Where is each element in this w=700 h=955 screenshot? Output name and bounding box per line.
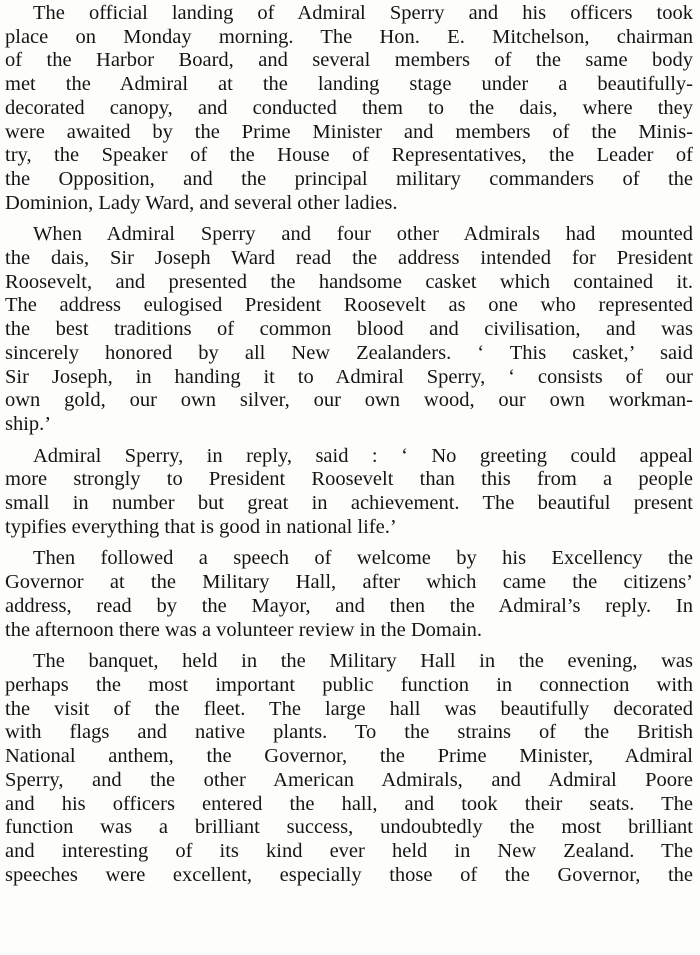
text-line: perhaps the most important public function in connection with [5,673,693,696]
paragraph-landing [5,2,693,215]
paragraph-address [5,223,693,436]
text-line: and his officers entered the hall, and took their seats. The [5,792,693,815]
text-line: small in number but great in achievement. The beautiful present [5,492,693,515]
text-line: and interesting of its kind ever held in New Zealand. The [5,839,693,862]
text-line: with flags and native plants. To the strains of the British [5,721,693,744]
text-line: try, the Speaker of the House of Representatives, the Leader of [5,144,693,167]
text-line: National anthem, the Governor, the Prime Minister, Admiral [5,745,693,768]
text-line: The official landing of Admiral Sperry and his officers took [33,2,693,24]
text-line: When Admiral Sperry and four other Admirals had mounted [33,223,693,246]
text-line: ship.’ [5,412,52,435]
text-line: Sir Joseph, in handing it to Admiral Sperry, ‘ consists of our [5,365,693,388]
text-line: Roosevelt, and presented the handsome casket which contained it. [5,270,693,293]
text-line: more strongly to President Roosevelt than this from a people [5,468,693,491]
paragraph-banquet [5,650,693,887]
text-line: of the Harbor Board, and several members of the same body [5,49,693,72]
text-line: the afternoon there was a volunteer review in the Domain. [5,618,483,641]
text-line: the visit of the fleet. The large hall was beautifully decorated [5,697,693,720]
text-line: speeches were excellent, especially those of the Governor, the [5,863,693,886]
text-line: The address eulogised President Roosevelt as one who represented [5,294,693,317]
article-body [5,2,693,895]
text-line: were awaited by the Prime Minister and members of the Minis- [5,120,693,143]
text-line: Sperry, and the other American Admirals, and Admiral Poore [5,768,693,791]
text-line: Admiral Sperry, in reply, said : ‘ No greeting could appeal [33,444,693,467]
text-line: place on Monday morning. The Hon. E. Mitchelson, chairman [5,25,693,48]
text-line: sincerely honored by all New Zealanders. ‘ This casket,’ said [5,341,693,364]
text-line: own gold, our own silver, our own wood, our own workman- [5,389,693,412]
text-line: The banquet, held in the Military Hall in the evening, was [33,650,693,673]
text-line: decorated canopy, and conducted them to the dais, where they [5,96,693,119]
text-line: the Opposition, and the principal military commanders of the [5,167,693,190]
text-line: Then followed a speech of welcome by his Excellency the [33,547,693,570]
text-line: the best traditions of common blood and civilisation, and was [5,318,693,341]
text-line: met the Admiral at the landing stage under a beautifully- [5,73,693,96]
paragraph-speech [5,547,693,642]
text-line: Dominion, Lady Ward, and several other ladies. [5,191,398,214]
text-line: address, read by the Mayor, and then the Admiral’s reply. In [5,594,693,617]
text-line: function was a brilliant success, undoubtedly the most brilliant [5,816,693,839]
paragraph-reply [5,445,693,540]
text-line: Governor at the Military Hall, after which came the citizens’ [5,571,693,594]
text-line: the dais, Sir Joseph Ward read the address intended for President [5,247,693,270]
text-line: typifies everything that is good in national life.’ [5,515,397,538]
